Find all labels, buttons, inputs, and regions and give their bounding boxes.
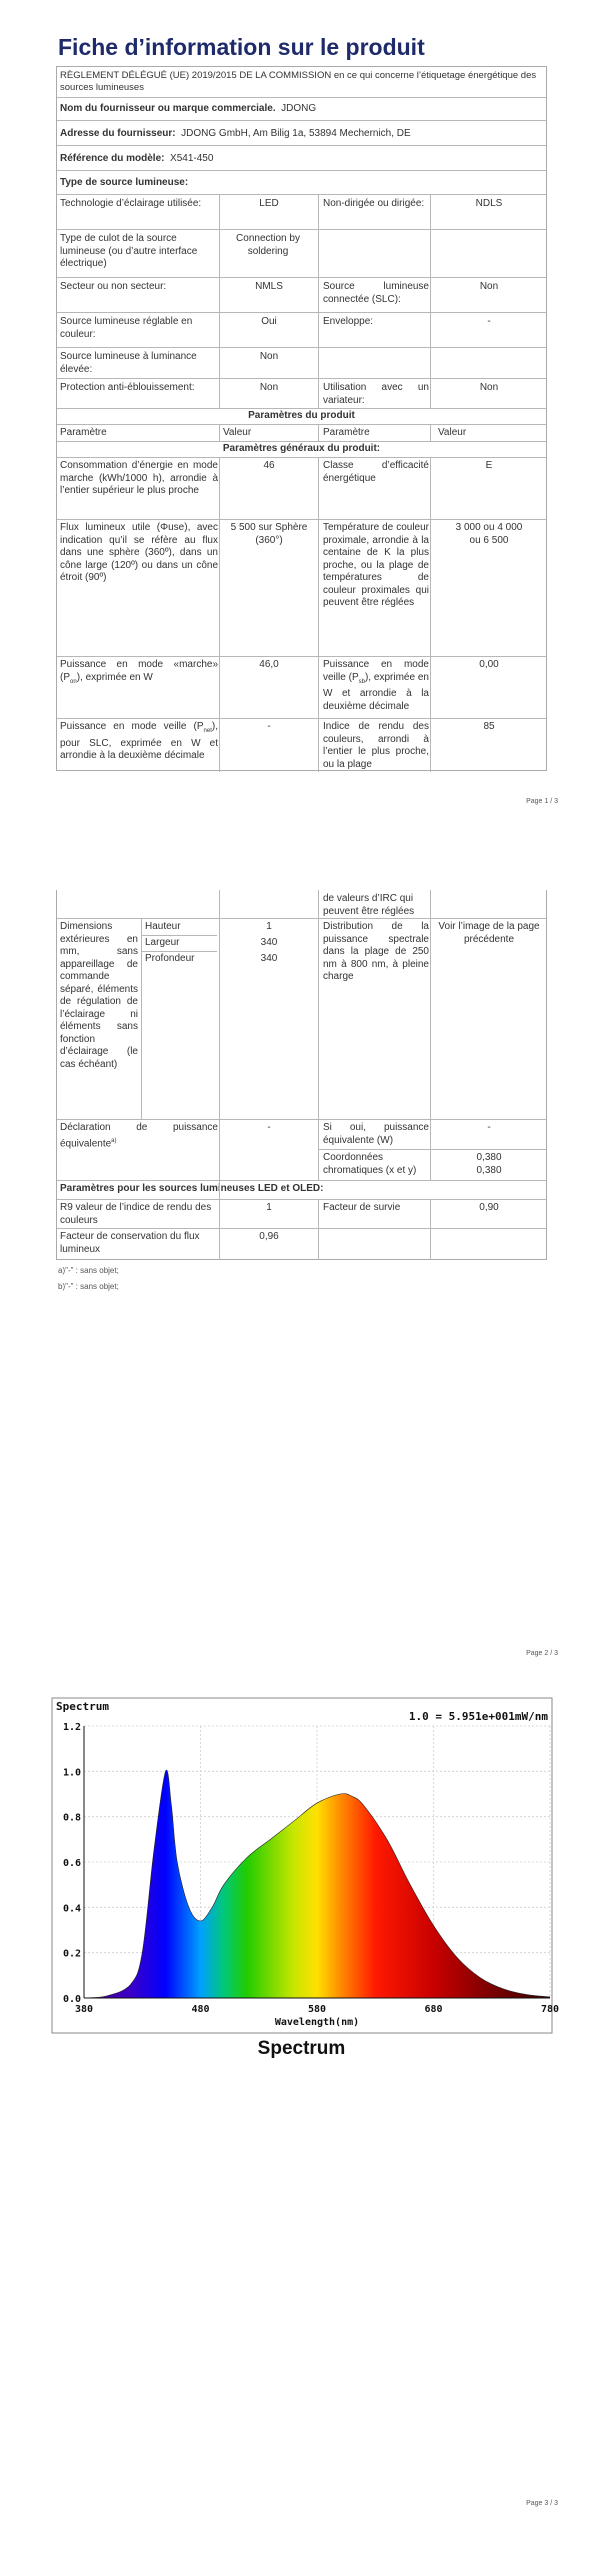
r9-value: 1 bbox=[266, 1202, 272, 1213]
gen4-value: - bbox=[267, 721, 271, 732]
x-tick-label: 680 bbox=[424, 2004, 443, 2015]
footnote-a: a)"-" : sans objet; bbox=[58, 1266, 119, 1275]
supplier-value: JDONG bbox=[281, 103, 317, 114]
row4-value2: - bbox=[487, 316, 491, 327]
model-label: Référence du modèle: bbox=[60, 153, 165, 164]
gen4-value2: 85 bbox=[483, 721, 495, 732]
equiv-value: - bbox=[487, 1122, 491, 1133]
gen2-value: 5 500 sur Sphère (360°) bbox=[230, 522, 308, 546]
regulation-text: RÈGLEMENT DÉLÉGUÉ (UE) 2019/2015 DE LA COMMISSION en ce qui concerne l’étiquetage énergétique des sources lumineuses bbox=[60, 70, 537, 93]
row1-label: Technologie d’éclairage utilisée: bbox=[60, 198, 202, 209]
row3-label2: Source lumineuse connectée (SLC): bbox=[323, 281, 429, 305]
row4-value: Oui bbox=[261, 316, 277, 327]
y-tick-label: 0.4 bbox=[62, 1903, 81, 1915]
dim-width-value: 340 bbox=[260, 937, 278, 948]
x-tick-label: 480 bbox=[191, 2004, 210, 2015]
row5-value: Non bbox=[259, 351, 279, 362]
row6-value: Non bbox=[259, 382, 279, 393]
supplier-label: Nom du fournisseur ou marque commerciale. bbox=[60, 103, 276, 114]
dim-height-label: Hauteur bbox=[145, 921, 181, 932]
gen3-value: 46,0 bbox=[259, 659, 279, 670]
gen1-label2: Classe d’efficacité énergétique bbox=[323, 460, 429, 484]
row3-value2: Non bbox=[479, 281, 499, 292]
col-header-2: Valeur bbox=[223, 427, 252, 438]
y-tick-label: 1.2 bbox=[62, 1722, 81, 1733]
row6-label: Protection anti-éblouissement: bbox=[60, 382, 195, 393]
survival-label: Facteur de survie bbox=[323, 1202, 401, 1213]
coord-y: 0,380 bbox=[476, 1165, 502, 1176]
equiv-label: Si oui, puissance équivalente (W) bbox=[323, 1122, 429, 1146]
source-type-header: Type de source lumineuse: bbox=[60, 177, 189, 188]
survival-value: 0,90 bbox=[479, 1202, 499, 1213]
x-tick-label: 580 bbox=[307, 2004, 327, 2015]
coord-x: 0,380 bbox=[476, 1152, 502, 1163]
gen3-label2: Puissance en mode veille $(P_{sb})$, exprimée en W et arrondie à la deuxième décimale bbox=[323, 659, 429, 712]
cri-continuation: de valeurs d’IRC qui peuvent être réglées bbox=[323, 893, 415, 917]
row1-value: LED bbox=[259, 198, 279, 209]
row2-label: Type de culot de la source lumineuse (ou d’autre interface électrique) bbox=[60, 233, 198, 269]
gen3-label: Puissance en mode «marche» $(P_{on})$, exprimée en W bbox=[60, 659, 218, 685]
gen4-label2: Indice de rendu des couleurs, arrondi à l’entier le plus proche, ou la plage bbox=[323, 721, 429, 770]
product-info-table-cont bbox=[56, 890, 547, 1260]
page-number-3: Page 3 / 3 bbox=[526, 2500, 558, 2507]
address-label: Adresse du fournisseur: bbox=[60, 128, 176, 139]
page-2 bbox=[0, 830, 603, 1680]
y-tick-label: 0.2 bbox=[62, 1948, 81, 1960]
row3-value: NMLS bbox=[255, 281, 283, 292]
gen4-label: Puissance en mode veille $(P_{net})$, pour SLC, exprimée en W et arrondie à la deuxième décimale bbox=[60, 721, 218, 761]
page-1 bbox=[0, 0, 603, 830]
gen2-label: Flux lumineux utile (Φuse), avec indication qu’il se réfère au flux dans une sphère (360º), dans un cône large (120º) ou dans un cône étroit (90º) bbox=[60, 522, 218, 583]
col-header-4: Valeur bbox=[438, 427, 467, 438]
y-tick-label: 0.8 bbox=[62, 1812, 81, 1824]
spectrum-svg bbox=[52, 1698, 560, 2033]
dim-depth-label: Profondeur bbox=[145, 953, 195, 964]
scale-note: 1.0 = 5.951e+001mW/nm bbox=[408, 1710, 548, 1723]
document-title: Fiche d’information sur le produit bbox=[58, 34, 425, 60]
product-info-table bbox=[56, 66, 547, 771]
params-header: Paramètres du produit bbox=[248, 410, 355, 421]
supplier-row bbox=[60, 103, 544, 116]
address-row bbox=[60, 128, 544, 141]
x-tick-label: 380 bbox=[74, 2004, 94, 2015]
row2-value: Connection by soldering bbox=[236, 233, 300, 257]
gen1-value: 46 bbox=[263, 460, 275, 471]
dim-width-label: Largeur bbox=[145, 937, 180, 948]
declared-value: - bbox=[267, 1122, 271, 1133]
gen3-value2: 0,00 bbox=[479, 659, 499, 670]
chart-title: Spectrum bbox=[56, 1700, 109, 1713]
row3-label: Secteur ou non secteur: bbox=[60, 281, 167, 292]
row1-label2: Non-dirigée ou dirigée: bbox=[323, 198, 425, 209]
general-header: Paramètres généraux du produit: bbox=[222, 443, 381, 454]
model-value: X541-450 bbox=[170, 153, 214, 164]
y-tick-label: 0.0 bbox=[62, 1994, 81, 2005]
spectral-value: Voir l’image de la page précédente bbox=[438, 921, 540, 945]
coord-label: Coordonnées chromatiques (x et y) bbox=[323, 1152, 417, 1176]
page-number: Page 1 / 3 bbox=[526, 798, 558, 805]
spectrum-caption: Spectrum bbox=[257, 2038, 346, 2059]
page-number: Page 2 / 3 bbox=[526, 1650, 558, 1657]
row1-value2: NDLS bbox=[475, 198, 503, 209]
spectral-label: Distribution de la puissance spectrale dans la plage de 250 nm à 800 nm, à pleine charge bbox=[323, 921, 429, 982]
led-header: Paramètres pour les sources lumineuses LED et OLED: bbox=[60, 1183, 324, 1194]
y-tick-label: 1.0 bbox=[62, 1767, 81, 1779]
model-row bbox=[60, 153, 544, 166]
footnote-b: b)"-" : sans objet; bbox=[58, 1282, 119, 1291]
dim-depth-value: 340 bbox=[260, 953, 278, 964]
row4-label2: Enveloppe: bbox=[323, 316, 374, 327]
row4-label: Source lumineuse réglable en couleur: bbox=[60, 316, 193, 340]
gen2-label2: Température de couleur proximale, arrondie à la centaine de K la plus proche, ou la plage de températures de couleur proximales qui peuvent être réglées bbox=[323, 522, 429, 608]
r9-label: R9 valeur de l’indice de rendu des couleurs bbox=[60, 1202, 212, 1226]
lumen-value: 0,96 bbox=[259, 1231, 279, 1242]
address-value: JDONG GmbH, Am Bilig 1a, 53894 Mechernich, DE bbox=[181, 128, 411, 139]
x-tick-label: 780 bbox=[540, 2004, 560, 2015]
gen1-label: Consommation d’énergie en mode marche (kWh/1000 h), arrondie à l’entier supérieur le plus proche bbox=[60, 460, 218, 496]
lumen-label: Facteur de conservation du flux lumineux bbox=[60, 1231, 200, 1255]
col-header-3: Paramètre bbox=[323, 427, 370, 438]
gen1-value2: E bbox=[485, 460, 493, 471]
dims-label: Dimensions extérieures en mm, sans appareillage de commande séparé, éléments de régulation de l’éclairage ni éléments sans fonction d’éclairage (le cas échéant) bbox=[60, 921, 138, 1070]
declared-label: Déclaration de puissance équivalente$^{a)}$ bbox=[60, 1122, 218, 1149]
col-header-1: Paramètre bbox=[60, 427, 107, 438]
row6-label2: Utilisation avec un variateur: bbox=[323, 382, 429, 406]
y-tick-label: 0.6 bbox=[62, 1858, 81, 1869]
dim-height-value: 1 bbox=[266, 921, 272, 932]
gen2-value2: 3 000 ou 4 000 ou 6 500 bbox=[455, 522, 523, 546]
row6-value2: Non bbox=[479, 382, 499, 393]
x-axis-label: Wavelength(nm) bbox=[274, 2017, 360, 2028]
row5-label: Source lumineuse à luminance élevée: bbox=[60, 351, 197, 375]
